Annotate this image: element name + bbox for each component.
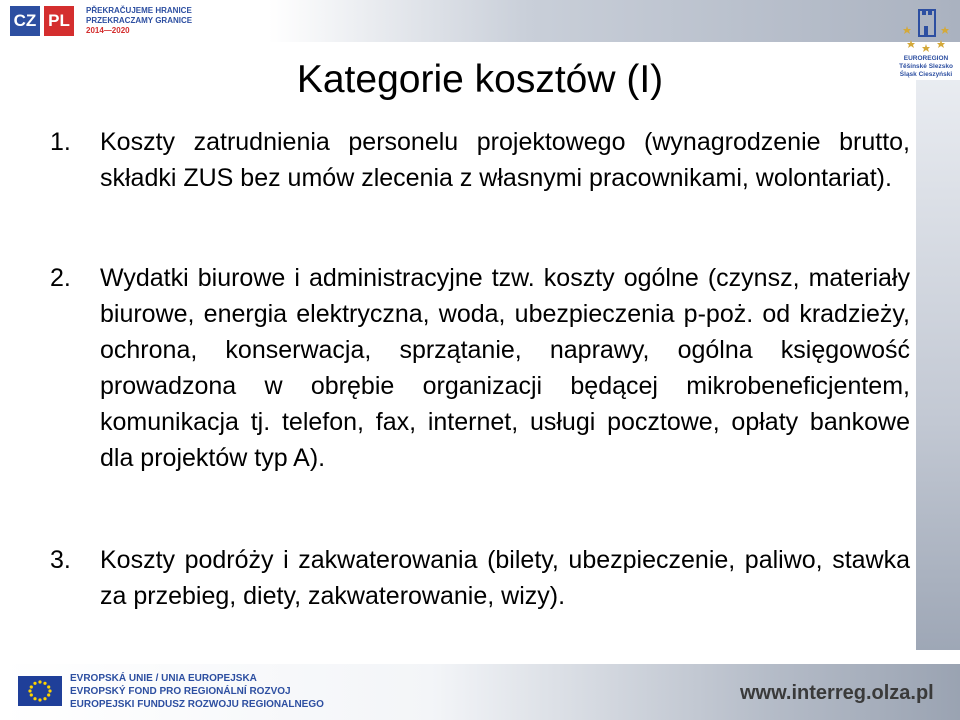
- eu-funding-text: [70, 672, 324, 711]
- item-text: Koszty podróży i zakwaterowania (bilety, ubezpieczenie, paliwo, stawka za przebieg, diety, zakwaterowanie, wizy).: [100, 546, 910, 610]
- cz-logo-box: CZ: [10, 6, 40, 36]
- decorative-right-stripe: [916, 80, 960, 650]
- interreg-cz-pl-logo: [10, 6, 192, 36]
- website-url: www.interreg.olza.pl: [740, 682, 934, 704]
- slide-title: Kategorie kosztów (I): [296, 58, 664, 101]
- item-text: Wydatki biurowe i administracyjne tzw. koszty ogólne (czynsz, materiały biurowe, energia elektryczna, woda, ubezpieczenia p-poż. od kradzieży, ochrona, konserwacja, sprzątanie, naprawy, ogólna księgowość prowadzona w obrębie organizacji będącej mikrobeneficjentem, komunikacja tj. telefon, fax, internet, usługi pocztowe, opłaty bankowe dla projektów typ A).: [100, 264, 910, 472]
- item-text: Koszty zatrudnienia personelu projektowego (wynagrodzenie brutto, składki ZUS bez umów zlecenia z własnymi pracownikami, wolontariat).: [100, 128, 910, 192]
- program-line-pl: PRZEKRACZAMY GRANICE: [86, 16, 193, 25]
- euroregion-name: EUROREGION: [903, 55, 949, 62]
- list-item-1: [50, 124, 910, 196]
- item-number: 1.: [50, 128, 71, 156]
- program-slogan: [86, 6, 192, 36]
- program-years: 2014—2020: [86, 26, 130, 35]
- eu-line-1: EVROPSKÁ UNIE / UNIA EUROPEJSKA: [70, 673, 257, 684]
- list-item-2: [50, 260, 910, 476]
- list-item-3: [50, 542, 910, 614]
- eu-stars-icon: [18, 676, 62, 706]
- eu-line-2: EVROPSKÝ FOND PRO REGIONÁLNÍ ROZVOJ: [70, 686, 291, 697]
- eu-line-3: EUROPEJSKI FUNDUSZ ROZWOJU REGIONALNEGO: [70, 699, 324, 710]
- pl-logo-box: PL: [44, 6, 74, 36]
- program-line-cz: PŘEKRAČUJEME HRANICE: [86, 6, 192, 15]
- item-number: 3.: [50, 546, 71, 574]
- euroregion-cz: Těšínské Slezsko: [899, 63, 953, 70]
- castle-stars-icon: [901, 2, 951, 52]
- eu-flag-icon: [18, 676, 62, 706]
- euroregion-pl: Śląsk Cieszyński: [899, 71, 953, 78]
- item-number: 2.: [50, 264, 71, 292]
